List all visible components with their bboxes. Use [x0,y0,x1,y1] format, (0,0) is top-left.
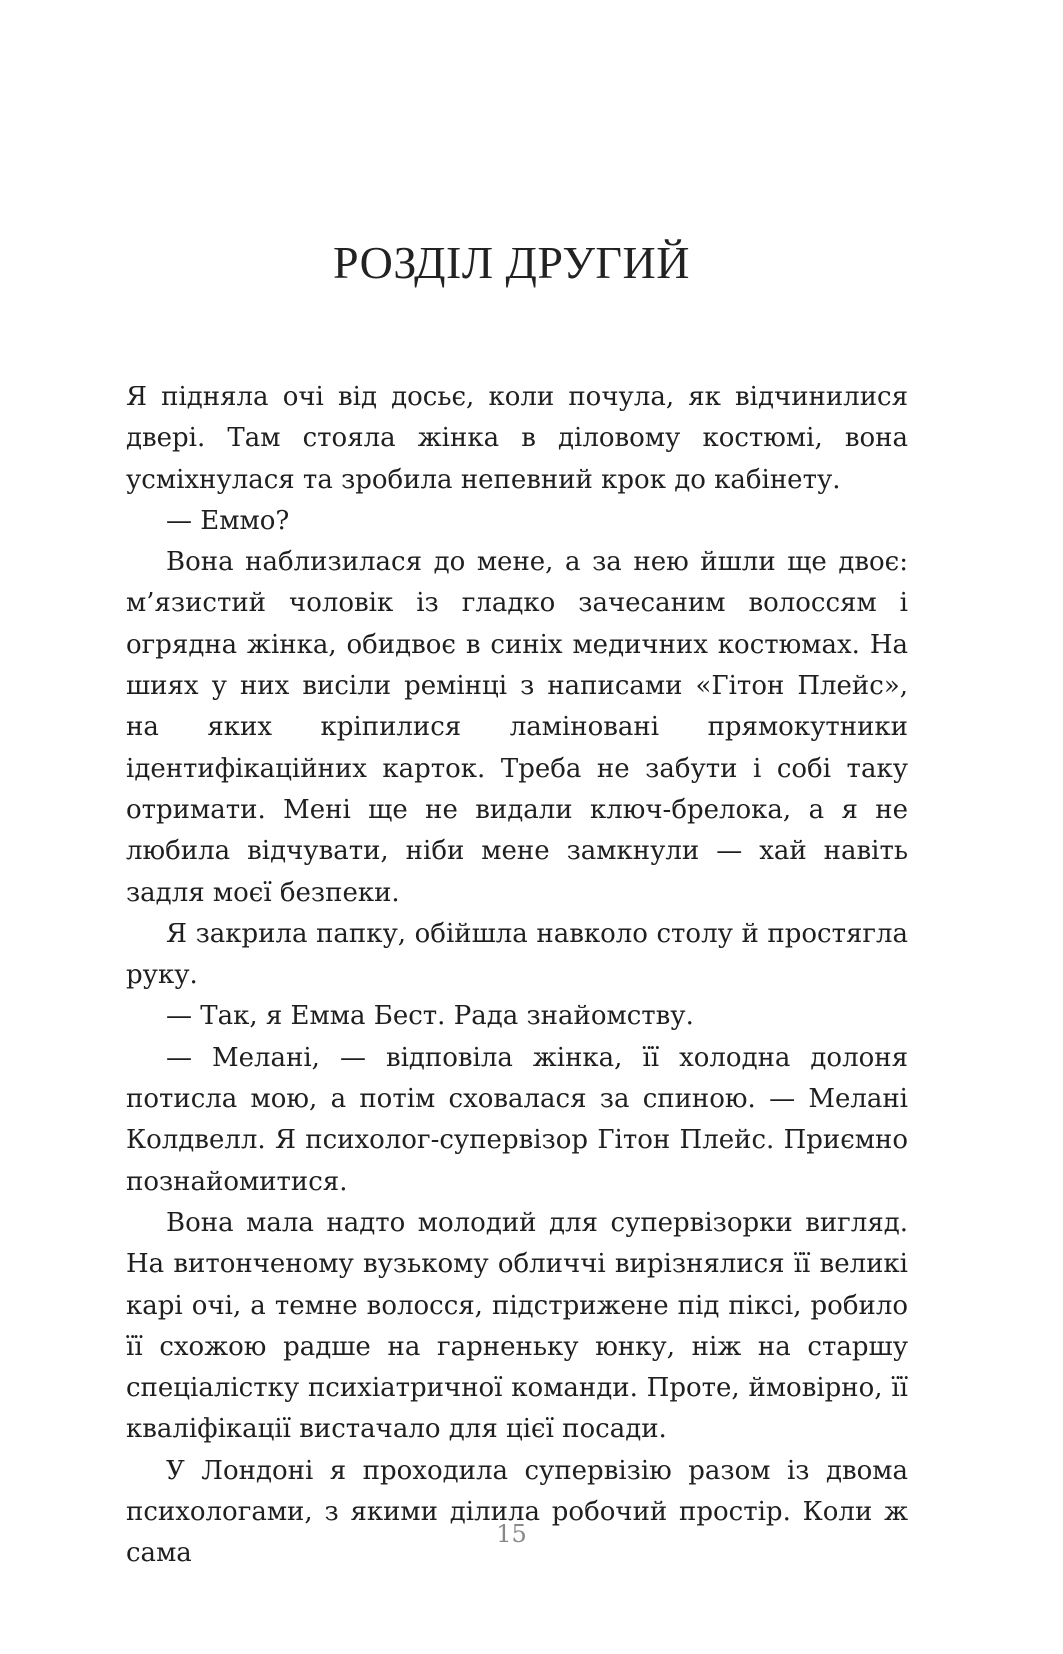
paragraph: Я підняла очі від досьє, коли почула, як відчинилися двері. Там стояла жінка в діловому костюмі, вона усміхнулася та зробила непевний крок до кабінету. [126,382,908,495]
paragraph: — Еммо? [166,505,290,536]
paragraph: Вона мала надто молодий для супервізорки вигляд. На витонченому вузькому обличчі вирізнялися її великі карі очі, а темне волосся, підстрижене під піксі, робило її схожою радше на гарненьку юнку, ніж на старшу спеціалістку психіатричної команди. Проте, ймовірно, її кваліфікації вистачало для цієї посади. [126,1207,908,1445]
paragraph: — Мелані, — відповіла жінка, її холодна долоня потисла мою, а потім сховалася за спиною. — Мелані Колдвелл. Я психолог-супервізор Гітон Плейс. Приємно познайомитися. [126,1042,908,1197]
page-number: 15 [496,1520,527,1548]
paragraph: У Лондоні я проходила супервізію разом із двома психологами, з якими ділила робочий простір. Коли ж сама [126,1455,908,1569]
paragraph: — Так, я Емма Бест. Рада знайомству. [166,1001,694,1032]
paragraph: Я закрила папку, обійшла навколо столу й простягла руку. [126,918,908,991]
chapter-title: РОЗДІЛ ДРУГИЙ [333,237,690,288]
paragraph: Вона наблизилася до мене, а за нею йшли ще двоє: м’язистий чоловік із гладко зачесаним волоссям і огрядна жінка, обидвоє в синіх медичних костюмах. На шиях у них висіли ремінці з написами «Гітон Плейс», на яких кріпилися ламіновані прямокутники ідентифікаційних карток. Треба не забути і собі таку отримати. Мені ще не видали ключ-брелока, а я не любила відчувати, ніби мене замкнули — хай навіть задля моєї безпеки. [126,547,908,908]
chapter-body [126,377,908,1575]
